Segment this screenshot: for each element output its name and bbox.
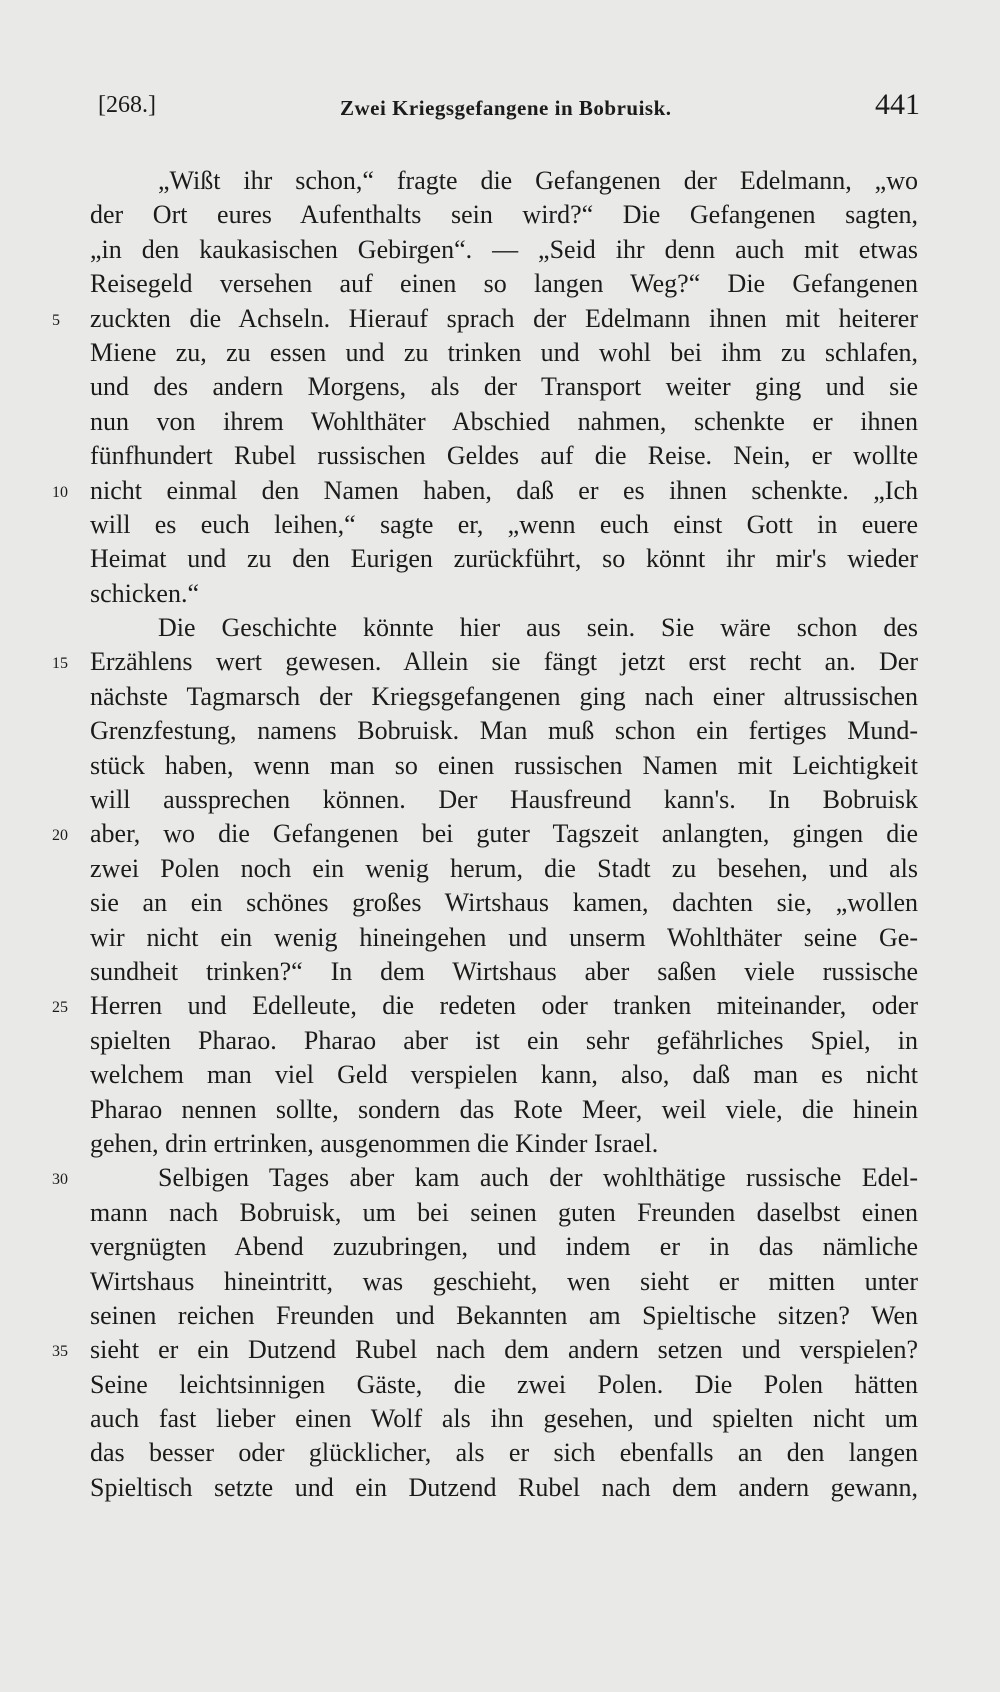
- line-text: will aussprechen können. Der Hausfreund kann's. In Bobruisk: [90, 785, 918, 815]
- line-text: spielten Pharao. Pharao aber ist ein sehr gefährliches Spiel, in: [90, 1025, 918, 1055]
- line-number: 5: [52, 311, 60, 329]
- text-line: [90, 336, 918, 370]
- line-text: mann nach Bobruisk, um bei seinen guten Freunden daselbst einen: [90, 1197, 918, 1227]
- line-text: „Wißt ihr schon,“ fragte die Gefangenen der Edelmann, „wo: [158, 166, 918, 195]
- line-text: nicht einmal den Namen haben, daß er es ihnen schenkte. „Ich: [90, 475, 918, 505]
- text-line: [90, 852, 918, 886]
- header-bracket-number: [268.]: [98, 92, 156, 118]
- body-text: [52, 164, 918, 1505]
- text-line: [90, 749, 918, 783]
- line-text: wir nicht ein wenig hineingehen und unserm Wohlthäter seine Ge-: [90, 922, 918, 952]
- text-line: [90, 714, 918, 748]
- line-text: und des andern Morgens, als der Transport weiter ging und sie: [90, 372, 918, 402]
- line-text: das besser oder glücklicher, als er sich ebenfalls an den langen: [90, 1438, 918, 1468]
- text-line: [52, 989, 918, 1023]
- line-text: Miene zu, zu essen und zu trinken und wohl bei ihm zu schlafen,: [90, 337, 918, 367]
- text-line: [90, 1093, 918, 1127]
- page-number: 441: [875, 88, 920, 121]
- line-text: will es euch leihen,“ sagte er, „wenn euch einst Gott in euere: [90, 509, 918, 539]
- text-line: [90, 164, 918, 198]
- text-line: [90, 921, 918, 955]
- text-line: [90, 886, 918, 920]
- text-line: [90, 680, 918, 714]
- line-number: 10: [52, 483, 68, 501]
- line-text: Herren und Edelleute, die redeten oder tranken miteinander, oder: [90, 991, 918, 1021]
- line-number: 15: [52, 655, 68, 673]
- text-line: [90, 1196, 918, 1230]
- line-text: schicken.“: [90, 578, 200, 608]
- text-line: [90, 1436, 918, 1470]
- line-text: vergnügten Abend zuzubringen, und indem er in das nämliche: [90, 1232, 918, 1262]
- line-text: sundheit trinken?“ In dem Wirtshaus aber saßen viele russische: [90, 956, 918, 986]
- line-text: zwei Polen noch ein wenig herum, die Stadt zu besehen, und als: [90, 853, 918, 883]
- line-text: Reisegeld versehen auf einen so langen Weg?“ Die Gefangenen: [90, 269, 918, 299]
- line-text: nun von ihrem Wohlthäter Abschied nahmen, schenkte er ihnen: [90, 406, 918, 436]
- line-text: sie an ein schönes großes Wirtshaus kamen, dachten sie, „wollen: [90, 888, 918, 918]
- line-number: 20: [52, 827, 68, 845]
- text-line: [52, 1161, 918, 1195]
- text-line: [90, 611, 918, 645]
- line-text: welchem man viel Geld verspielen kann, also, daß man es nicht: [90, 1060, 918, 1090]
- text-line: [90, 405, 918, 439]
- text-line: [90, 233, 918, 267]
- line-text: der Ort eures Aufenthalts sein wird?“ Die Gefangenen sagten,: [90, 200, 918, 230]
- text-line: [52, 474, 918, 508]
- text-line: [90, 1299, 918, 1333]
- line-text: Spieltisch setzte und ein Dutzend Rubel nach dem andern gewann,: [90, 1472, 918, 1502]
- text-line: [90, 1471, 918, 1505]
- text-line: [90, 370, 918, 404]
- line-text: Heimat und zu den Eurigen zurückführt, so könnt ihr mir's wieder: [90, 544, 918, 574]
- text-line: [90, 1024, 918, 1058]
- text-line: [90, 783, 918, 817]
- text-line: [90, 198, 918, 232]
- line-text: Pharao nennen sollte, sondern das Rote Meer, weil viele, die hinein: [90, 1094, 918, 1124]
- text-line: [52, 302, 918, 336]
- running-title: Zwei Kriegsgefangene in Bobruisk.: [340, 96, 672, 120]
- line-text: auch fast lieber einen Wolf als ihn gesehen, und spielten nicht um: [90, 1404, 918, 1434]
- text-line: [90, 577, 918, 611]
- line-number: 35: [52, 1343, 68, 1361]
- line-text: Grenzfestung, namens Bobruisk. Man muß schon ein fertiges Mund-: [90, 716, 918, 746]
- text-line: [90, 267, 918, 301]
- line-text: sieht er ein Dutzend Rubel nach dem andern setzen und verspielen?: [90, 1335, 918, 1365]
- text-line: [90, 1402, 918, 1436]
- text-line: [90, 508, 918, 542]
- line-text: Wirtshaus hineintritt, was geschieht, wen sieht er mitten unter: [90, 1266, 918, 1296]
- text-line: [90, 439, 918, 473]
- line-text: fünfhundert Rubel russischen Geldes auf die Reise. Nein, er wollte: [90, 441, 918, 471]
- line-text: aber, wo die Gefangenen bei guter Tagszeit anlangten, gingen die: [90, 819, 918, 849]
- line-text: zuckten die Achseln. Hierauf sprach der Edelmann ihnen mit heiterer: [90, 303, 918, 333]
- line-text: gehen, drin ertrinken, ausgenommen die Kinder Israel.: [90, 1128, 659, 1158]
- line-number: 30: [52, 1171, 68, 1189]
- line-text: seinen reichen Freunden und Bekannten am Spieltische sitzen? Wen: [90, 1300, 918, 1330]
- text-line: [90, 542, 918, 576]
- text-line: [90, 1368, 918, 1402]
- line-text: Seine leichtsinnigen Gäste, die zwei Polen. Die Polen hätten: [90, 1369, 918, 1399]
- line-text: Selbigen Tages aber kam auch der wohlthätige russische Edel-: [158, 1163, 918, 1193]
- line-text: nächste Tagmarsch der Kriegsgefangenen ging nach einer altrussischen: [90, 681, 918, 711]
- line-text: stück haben, wenn man so einen russischen Namen mit Leichtigkeit: [90, 750, 918, 780]
- text-line: [52, 645, 918, 679]
- line-text: Die Geschichte könnte hier aus sein. Sie wäre schon des: [158, 613, 918, 643]
- line-text: „in den kaukasischen Gebirgen“. — „Seid ihr denn auch mit etwas: [90, 234, 918, 264]
- text-line: [90, 955, 918, 989]
- line-number: 25: [52, 999, 68, 1017]
- text-line: [90, 1230, 918, 1264]
- text-line: [52, 817, 918, 851]
- text-line: [90, 1127, 918, 1161]
- text-line: [52, 1333, 918, 1367]
- text-line: [90, 1265, 918, 1299]
- text-line: [90, 1058, 918, 1092]
- line-text: Erzählens wert gewesen. Allein sie fängt jetzt erst recht an. Der: [90, 647, 918, 677]
